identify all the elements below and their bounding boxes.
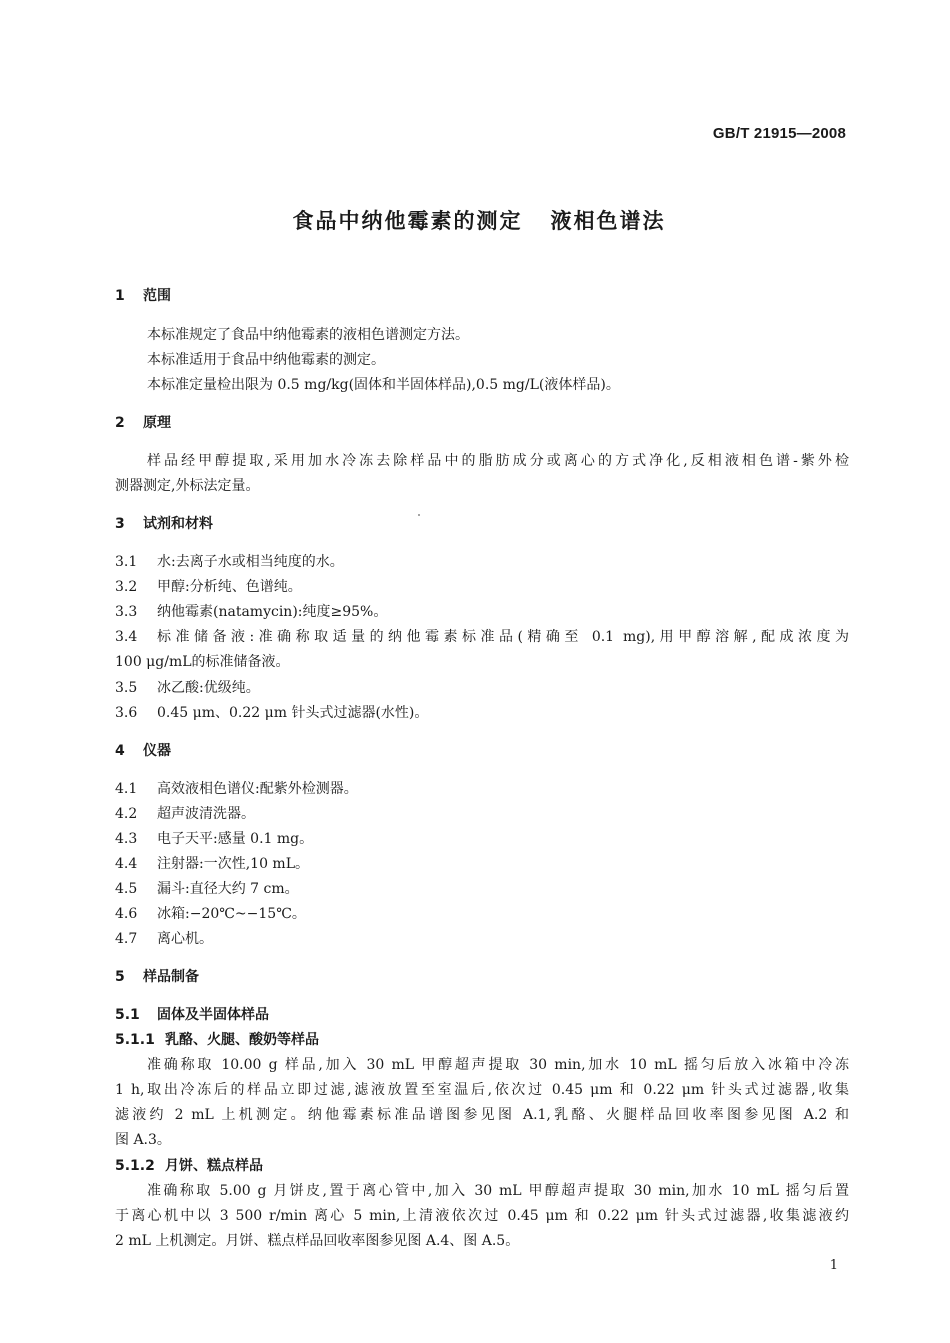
subsection-5-1-1-heading: 5.1.1 乳酪、火腿、酸奶等样品	[115, 1032, 319, 1048]
section-1-paragraph-1: 本标准规定了食品中纳他霉素的液相色谱测定方法。	[147, 327, 469, 343]
item-3-3: 3.3 纳他霉素(natamycin):纯度≥95%。	[115, 604, 388, 620]
title-part2: 液相色谱法	[550, 209, 666, 233]
section-2-paragraph-line-1: 样品经甲醇提取,采用加水冷冻去除样品中的脂肪成分或离心的方式净化,反相液相色谱-紫外检	[147, 453, 849, 469]
subsection-5-1-1-line-4: 图 A.3。	[115, 1132, 171, 1148]
section-3-heading: 3 试剂和材料	[115, 516, 213, 532]
subsection-5-1-2-line-3: 2 mL 上机测定。月饼、糕点样品回收率图参见图 A.4、图 A.5。	[115, 1233, 520, 1249]
item-3-1: 3.1 水:去离子水或相当纯度的水。	[115, 554, 344, 570]
title-part1: 食品中纳他霉素的测定	[292, 209, 523, 233]
section-1-paragraph-3: 本标准定量检出限为 0.5 mg/kg(固体和半固体样品),0.5 mg/L(液体样品)。	[147, 377, 620, 393]
item-4-6: 4.6 冰箱:−20℃~−15℃。	[115, 906, 306, 922]
document-title	[0, 205, 950, 235]
item-3-6: 3.6 0.45 μm、0.22 μm 针头式过滤器(水性)。	[115, 705, 429, 721]
item-4-4: 4.4 注射器:一次性,10 mL。	[115, 856, 310, 872]
item-4-7: 4.7 离心机。	[115, 931, 213, 947]
subsection-5-1-2-line-2: 于离心机中以 3 500 r/min 离心 5 min,上清液依次过 0.45 μm 和 0.22 μm 针头式过滤器,收集滤液约	[115, 1208, 849, 1224]
subsection-5-1-2-heading: 5.1.2 月饼、糕点样品	[115, 1158, 263, 1174]
section-2-paragraph-line-2: 测器测定,外标法定量。	[115, 478, 260, 494]
item-3-4-continued: 100 μg/mL的标准储备液。	[115, 654, 290, 670]
section-2-heading: 2 原理	[115, 415, 171, 431]
page-number: 1	[829, 1258, 838, 1273]
subsection-5-1-2-line-1: 准确称取 5.00 g 月饼皮,置于离心管中,加入 30 mL 甲醇超声提取 30 min,加水 10 mL 摇匀后置	[147, 1183, 849, 1199]
subsection-5-1-1-line-3: 滤液约 2 mL 上机测定。纳他霉素标准品谱图参见图 A.1,乳酪、火腿样品回收率图参见图 A.2 和	[115, 1107, 849, 1123]
section-4-heading: 4 仪器	[115, 743, 171, 759]
standard-code: GB/T 21915—2008	[712, 125, 846, 142]
section-5-heading: 5 样品制备	[115, 969, 199, 985]
subsection-5-1-1-line-1: 准确称取 10.00 g 样品,加入 30 mL 甲醇超声提取 30 min,加水 10 mL 摇匀后放入冰箱中冷冻	[147, 1057, 849, 1073]
subsection-5-1-heading: 5.1 固体及半固体样品	[115, 1007, 269, 1023]
subsection-5-1-1-line-2: 1 h,取出冷冻后的样品立即过滤,滤液放置至室温后,依次过 0.45 μm 和 0.22 μm 针头式过滤器,收集	[115, 1082, 849, 1098]
item-4-1: 4.1 高效液相色谱仪:配紫外检测器。	[115, 781, 358, 797]
item-3-2: 3.2 甲醇:分析纯、色谱纯。	[115, 579, 302, 595]
scan-speck	[418, 514, 420, 516]
item-4-3: 4.3 电子天平:感量 0.1 mg。	[115, 831, 314, 847]
item-4-5: 4.5 漏斗:直径大约 7 cm。	[115, 881, 299, 897]
item-3-5: 3.5 冰乙酸:优级纯。	[115, 680, 260, 696]
item-4-2: 4.2 超声波清洗器。	[115, 806, 255, 822]
item-3-4: 3.4 标准储备液:准确称取适量的纳他霉素标准品(精确至 0.1 mg),用甲醇溶解,配成浓度为	[115, 629, 849, 645]
section-1-paragraph-2: 本标准适用于食品中纳他霉素的测定。	[147, 352, 385, 368]
section-1-heading: 1 范围	[115, 288, 171, 304]
